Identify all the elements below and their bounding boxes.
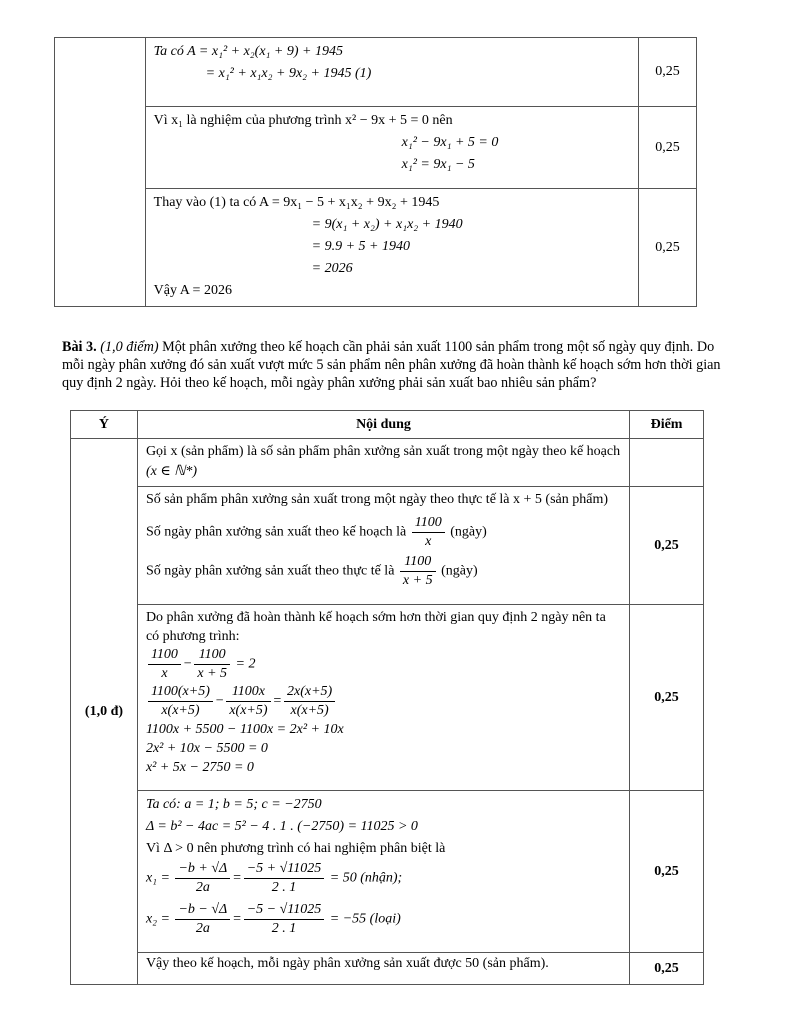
solution-step xyxy=(137,439,629,487)
problem-points: (1,0 điểm) xyxy=(100,339,159,355)
numerator: 1100x xyxy=(226,683,270,702)
numerator: 1100 xyxy=(148,646,181,665)
text: (ngày) xyxy=(441,563,478,579)
fraction xyxy=(175,860,230,897)
fraction xyxy=(412,514,445,551)
condition: (x ∈ ℕ*) xyxy=(145,464,198,479)
text-line: Số sản phẩm phân xưởng sản xuất trong một ngày theo thực tế là x + 5 (sản phẩm) xyxy=(145,492,608,507)
header-score: Điểm xyxy=(630,411,704,439)
score-cell: 0,25 xyxy=(639,189,697,307)
solution-step xyxy=(137,791,629,953)
equation: 1100x + 5500 − 1100x = 2x² + 10x xyxy=(145,722,344,737)
problem-label: Bài 3. xyxy=(62,339,97,355)
equation-lhs: x₂ = xyxy=(145,911,170,927)
denominator: x(x+5) xyxy=(161,703,200,718)
math-line: Vậy A = 2026 xyxy=(153,283,232,298)
header-content: Nội dung xyxy=(137,411,629,439)
score-cell: 0,25 xyxy=(630,791,704,953)
main-table xyxy=(70,410,704,985)
fraction xyxy=(148,683,213,720)
solution-step xyxy=(145,189,638,307)
equation: $\frac{1100(x+5)}{x(x+5)}$ − $\frac{1100x}{x(x+5)}$ = $\frac{2x(x+5)}{x(x+5)}$ xyxy=(146,683,621,720)
equation: x₁ = $\frac{-b + √\Delta}{2a}$ = $\frac{-5 + √11025}{2 . 1}$ = 50 (nhận); xyxy=(145,861,403,895)
numerator: 1100 xyxy=(412,514,445,533)
empty-cell xyxy=(55,38,146,307)
numerator: 1100(x+5) xyxy=(148,683,213,702)
fraction xyxy=(226,683,270,720)
numerator: 1100 xyxy=(194,646,230,665)
text-line: Do phân xưởng đã hoàn thành kế hoạch sớm hơn thời gian quy định 2 ngày nên ta có phương trình: xyxy=(145,610,606,644)
numerator: 2x(x+5) xyxy=(284,683,335,702)
header-y: Ý xyxy=(71,411,138,439)
problem-text: Một phân xưởng theo kế hoạch cần phải sản xuất 1100 sản phẩm trong một số ngày quy định. Do mỗi ngày phân xưởng đó sản xuất vượt mức 5 sản phẩm nên phân xưởng đã hoàn thành kế hoạch sớm hơn thời gian quy định 2 ngày. Hỏi theo kế hoạch, mỗi ngày phân xưởng phải sản xuất bao nhiêu sản phẩm? xyxy=(62,339,721,391)
text: (ngày) xyxy=(450,524,487,540)
text-line: Vì Δ > 0 nên phương trình có hai nghiệm phân biệt là xyxy=(145,841,446,856)
fraction xyxy=(284,683,335,720)
text: Số ngày phân xưởng sản xuất theo thực tế là xyxy=(145,563,395,579)
score-cell: 0,25 xyxy=(639,38,697,107)
empty-score-cell xyxy=(630,439,704,487)
text-line xyxy=(146,553,621,590)
numerator: 1100 xyxy=(400,553,436,572)
math-line: = 9(x₁ + x₂) + x₁x₂ + 1940 xyxy=(311,217,463,232)
denominator: 2a xyxy=(195,921,210,936)
math-line: = 2026 xyxy=(311,261,353,276)
math-line: Ta có A = x₁² + x₂(x₁ + 9) + 1945 xyxy=(153,44,343,59)
score-cell: 0,25 xyxy=(630,953,704,985)
denominator: x + 5 xyxy=(197,666,228,681)
math-line: Thay vào (1) ta có A = 9x₁ − 5 + x₁x₂ + 9x₂ + 1945 xyxy=(153,195,440,210)
denominator: x xyxy=(425,534,432,549)
score-cell: 0,25 xyxy=(630,487,704,605)
solution-step xyxy=(145,38,638,107)
solution-step xyxy=(137,605,629,791)
numerator: −b − √Δ xyxy=(175,901,230,920)
problem-statement xyxy=(62,338,730,392)
math-line: Ta có: a = 1; b = 5; c = −2750 xyxy=(145,797,322,812)
fraction xyxy=(194,646,230,683)
fraction xyxy=(400,553,436,590)
solution-step xyxy=(137,487,629,605)
denominator: x(x+5) xyxy=(290,703,329,718)
text: Số ngày phân xưởng sản xuất theo kế hoạch là xyxy=(145,524,407,540)
fraction xyxy=(244,860,325,897)
equation-lhs: x₁ = xyxy=(145,870,170,886)
equation-rhs: = −55 (loại) xyxy=(329,911,401,927)
numerator: −5 − √11025 xyxy=(244,901,325,920)
solution-step: Vậy theo kế hoạch, mỗi ngày phân xưởng sản xuất được 50 (sản phẩm). xyxy=(137,953,629,985)
score-cell: 0,25 xyxy=(639,107,697,189)
math-line: Δ = b² − 4ac = 5² − 4 . 1 . (−2750) = 11025 > 0 xyxy=(145,819,418,834)
math-line: = 9.9 + 5 + 1940 xyxy=(311,239,410,254)
definition-text: Gọi x (sản phẩm) là số sản phẩm phân xưởng sản xuất trong một ngày theo kế hoạch xyxy=(145,444,621,459)
math-line: x₁² = 9x₁ − 5 xyxy=(401,157,475,172)
equation: x₂ = $\frac{-b - √\Delta}{2a}$ = $\frac{-5 - √11025}{2 . 1}$ = −55 (loại) xyxy=(145,902,401,936)
text-line xyxy=(146,514,621,551)
denominator: x(x+5) xyxy=(229,703,268,718)
fraction xyxy=(175,901,230,938)
numerator: −5 + √11025 xyxy=(244,860,325,879)
math-line: = x₁² + x₁x₂ + 9x₂ + 1945 (1) xyxy=(205,66,372,81)
equation: x² + 5x − 2750 = 0 xyxy=(145,760,254,775)
equation: $\frac{1100}{x}$ − $\frac{1100}{x + 5}$ = 2 xyxy=(146,646,621,683)
denominator: 2 . 1 xyxy=(271,880,297,895)
equation-rhs: = 2 xyxy=(235,656,256,672)
y-value: (1,0 đ) xyxy=(71,439,138,985)
denominator: x + 5 xyxy=(402,573,433,588)
math-line: Vì x₁ là nghiệm của phương trình x² − 9x + 5 = 0 nên xyxy=(153,113,453,128)
math-line: x₁² − 9x₁ + 5 = 0 xyxy=(401,135,499,150)
equation: 2x² + 10x − 5500 = 0 xyxy=(145,741,268,756)
equation-rhs: = 50 (nhận); xyxy=(329,870,403,886)
top-table xyxy=(54,37,697,307)
score-cell: 0,25 xyxy=(630,605,704,791)
fraction xyxy=(244,901,325,938)
denominator: 2a xyxy=(195,880,210,895)
numerator: −b + √Δ xyxy=(175,860,230,879)
denominator: x xyxy=(161,666,168,681)
denominator: 2 . 1 xyxy=(271,921,297,936)
solution-step xyxy=(145,107,638,189)
fraction xyxy=(148,646,181,683)
